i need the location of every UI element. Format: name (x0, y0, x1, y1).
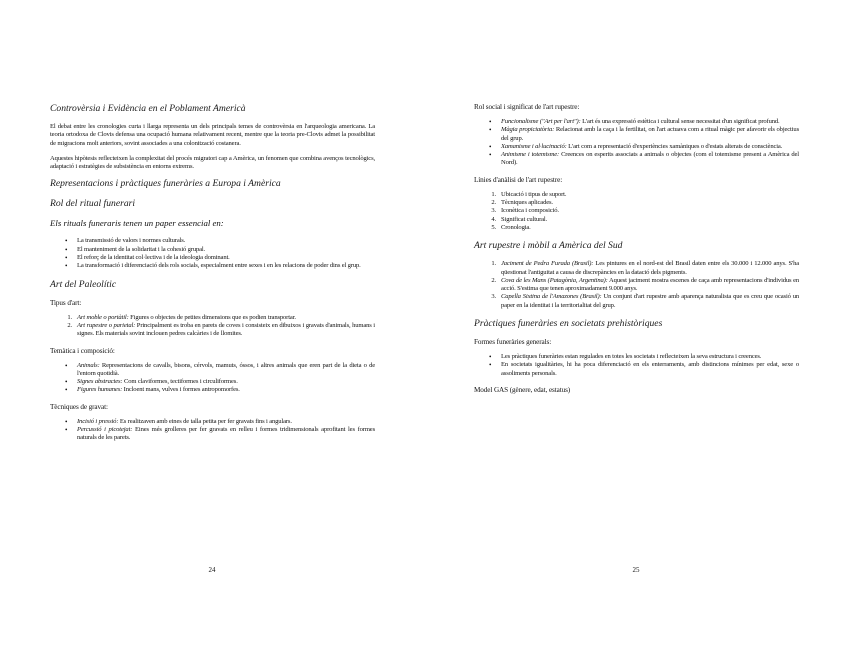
heading-funerary-ritual-role: Rol del ritual funerari (50, 198, 136, 210)
description: Creences on esperits associats a animals o objectes (com el totemisme present a Amèrica del Nord). (501, 151, 799, 167)
heading-paleolithic-art: Art del Paleolític (50, 278, 117, 290)
right-column (474, 103, 799, 401)
list-item (474, 224, 799, 232)
subheading-themes: Temàtica i composició: (50, 346, 115, 355)
list-item: • La transformació i diferenciació dels rols socials, especialment entre sexes i en les relacions de poder dins el grup. (50, 262, 375, 270)
subheading-gas-model: Model GAS (gènere, edat, estatus) (474, 385, 571, 394)
description: L'art com a representació d'experiències xamàniques o d'estats alterats de consciència. (566, 142, 783, 150)
list-item (474, 118, 799, 126)
list-item (50, 386, 375, 394)
list-number: 1. (491, 190, 496, 198)
description: Ubicació i tipus de suport. (501, 190, 567, 198)
subheading-techniques: Tècniques de gravat: (50, 402, 108, 411)
left-column (50, 103, 375, 451)
description: Aquest jaciment mostra escenes de caça amb representacions d'individus en acció. S'estima que tenen aproximadament 9.000 anys. (501, 276, 800, 293)
page-number: 25 (632, 566, 640, 574)
paragraph-hypotheses: Aquestes hipòtesis reflecteixen la complexitat del procés migratori cap a Amèrica, un fenomen que combina avenços tecnològics, adaptació i estratègies de subsistència en entorns extrems. (50, 154, 375, 171)
list-number: 1. (491, 260, 496, 268)
description: Incloent mans, vulves i formes antropomorfes. (122, 386, 240, 394)
subheading-analysis-lines: Línies d'anàlisi de l'art rupestre: (474, 175, 563, 184)
term: Incisió i pressió: (77, 417, 119, 425)
heading-controversia: Controvèrsia i Evidència en el Poblament Americà (50, 103, 246, 114)
sites-list (474, 260, 799, 310)
list-item (474, 207, 799, 215)
list-item (474, 126, 799, 143)
heading-prehistoric-funerary: Pràctiques funeràries en societats prehistòriques (474, 318, 663, 330)
description: Relacionat amb la caça i la fertilitat, on l'art actuava com a ritual màgic per afavorir els objectius del grup. (501, 126, 799, 142)
list-item (50, 426, 375, 443)
description: Eines més grolleres per fer gravats en relleu i formes tridimensionals aprofitant les formes naturals de les parets. (77, 426, 376, 442)
description: Tècniques aplicades. (501, 199, 553, 207)
term: Màgia propiciatòria: (501, 126, 555, 134)
ritual-roles-list (50, 237, 375, 270)
list-item (50, 322, 375, 339)
description: Es realitzaven amb eines de talla petita per fer gravats fins i angulars. (118, 417, 292, 425)
description: Representacions de cavalls, bisons, cérvols, mamuts, óssos, i altres animals que eren part de la dieta o de l'entorn quotidià. (77, 361, 375, 377)
heading-funerary-representations: Representacions i pràctiques funeràries a Europa i Amèrica (50, 178, 281, 190)
list-number: 4. (491, 215, 496, 223)
art-types-list (50, 314, 375, 339)
term: Animals: (77, 361, 100, 369)
heading-south-america-art: Art rupestre i mòbil a Amèrica del Sud (474, 240, 623, 252)
term: Funcionalisme ("Art per l'art"): (501, 118, 581, 125)
list-number: 2. (491, 199, 496, 207)
list-item (50, 362, 375, 379)
list-number: 2. (491, 276, 496, 284)
list-item (474, 143, 799, 151)
term: Capella Sixtina de l'Amazones (Brasil): (501, 293, 602, 301)
lead-funerary-rituals: Els rituals funeraris tenen un paper essencial en: (50, 218, 224, 229)
description: Principalment es troba en parets de coves i consisteix en dibuixos i gravats d'animals, humans i signes. Els materials sovint inclouen pedres calcàries i de llomites. (77, 321, 375, 338)
list-item: • En societats igualitàries, hi ha poca diferenciació en els enterraments, amb distincions mínimes per edat, sexe o assoliments personals. (474, 361, 799, 378)
analysis-lines-list (474, 191, 799, 232)
description: Com claviformes, tectiformes i circuliformes. (122, 378, 238, 386)
description: Iconètica i composició. (501, 207, 559, 215)
rupestrian-roles-list (474, 118, 799, 168)
funerary-forms-list (474, 353, 799, 378)
list-item: • La transmissió de valors i normes culturals. (50, 237, 375, 245)
list-item: • El reforç de la identitat col·lectiva i de la ideologia dominant. (50, 254, 375, 262)
term: Cova de les Mans (Patagònia, Argentina): (501, 276, 608, 284)
term: Jaciment de Pedra Furada (Brasil): (501, 260, 594, 268)
list-item (50, 314, 375, 322)
techniques-list (50, 418, 375, 443)
description: Figures o objectes de petites dimensions que es podien transportar. (128, 313, 296, 321)
list-item (474, 151, 799, 168)
list-item (474, 191, 799, 199)
list-item (474, 260, 799, 277)
list-item (50, 418, 375, 426)
list-number: 2. (67, 321, 72, 329)
list-number: 5. (491, 223, 496, 231)
subheading-art-types: Tipus d'art: (50, 298, 82, 307)
term: Signes abstractes: (77, 378, 123, 386)
description: Significat cultural. (501, 215, 548, 223)
subheading-rupestrian-role: Rol social i significat de l'art rupestre: (474, 103, 580, 111)
description: L'art és una expressió estètica i cultural sense necessitat d'un significat profund. (580, 118, 780, 125)
list-item (474, 277, 799, 294)
term: Art moble o portàtil: (77, 313, 129, 321)
description: Cronologia. (501, 223, 531, 231)
description: Un conjunt d'art rupestre amb aparença naturalista que es creu que ocasió un paper en la identitat i la territorialitat del grup. (501, 293, 799, 309)
term: Art rupestre o parietal: (77, 321, 136, 329)
list-item (474, 216, 799, 224)
list-number: 3. (491, 207, 496, 215)
term: Percussió i picotejat: (77, 426, 133, 434)
list-item (474, 293, 799, 310)
term: Animisme i totemisme: (501, 151, 560, 159)
description: Les pintures en el nord-est del Brasil daten entre els 30.000 i 12.000 anys. S'ha qüestionat l'antiguitat a causa de discrepàncies en la datació dels pigments. (501, 260, 800, 276)
term: Xamanisme i al·lucinació: (501, 142, 567, 150)
list-item: • El manteniment de la solidaritat i la cohesió grupal. (50, 246, 375, 254)
list-item (50, 378, 375, 386)
list-item: • Les pràctiques funeràries estan regulades en totes les societats i reflecteixen la seva estructura i creences. (474, 353, 799, 361)
page-number: 24 (208, 566, 216, 574)
term: Figures humanes: (77, 386, 123, 394)
list-number: 1. (67, 313, 72, 321)
paragraph-debate: El debat entre les cronologies curta i llarga representa un dels principals temes de controvèrsia en l'arqueologia americana. La teoria ortodoxa de Clovis defensa una ocupació humana relativament recent, mentre que la teoria pre-Clovis admet la possibilitat de migracions molt anteriors, sovint associades a una colonització costanera. (50, 123, 375, 147)
subheading-funerary-forms: Formes funeràries generals: (474, 338, 552, 347)
right-page (424, 0, 848, 655)
list-number: 3. (491, 293, 496, 301)
list-item (474, 199, 799, 207)
themes-list (50, 362, 375, 395)
